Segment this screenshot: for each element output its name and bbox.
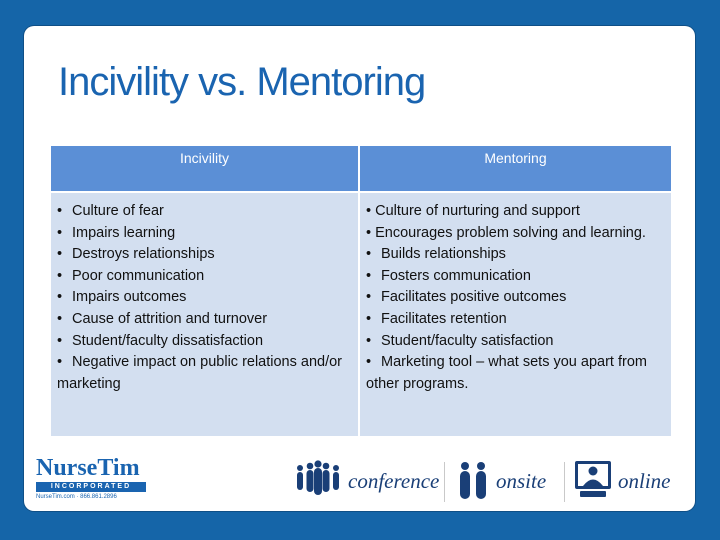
header-mentoring: Mentoring	[359, 146, 671, 192]
list-item: • Student/faculty dissatisfaction	[57, 332, 264, 349]
online-badge	[574, 458, 671, 504]
list-item: • Culture of nurturing and support	[366, 203, 580, 219]
online-label: online	[618, 468, 671, 493]
list-item: • Destroys relationships	[57, 246, 215, 263]
group-people-icon	[294, 459, 342, 503]
list-item: • Builds relationships	[366, 246, 506, 263]
list-item: • Culture of fear	[57, 203, 164, 219]
divider	[564, 462, 565, 502]
nursetim-logo	[36, 456, 146, 500]
computer-user-icon	[574, 459, 612, 503]
list-item: • Poor communication	[57, 267, 205, 284]
logo-name: NurseTim	[36, 455, 140, 481]
list-item: • Negative impact on public relations and/or marketing	[57, 354, 343, 392]
comparison-table	[51, 146, 671, 436]
logo-contact: NurseTim.com · 866.861.2896	[36, 494, 117, 500]
onsite-badge	[456, 458, 546, 504]
list-item: • Facilitates positive outcomes	[366, 289, 567, 306]
onsite-label: onsite	[496, 468, 547, 493]
mentoring-cell	[359, 192, 671, 436]
divider	[444, 462, 445, 502]
list-item: • Student/faculty satisfaction	[366, 332, 554, 349]
incivility-cell	[51, 192, 359, 436]
header-incivility: Incivility	[51, 146, 359, 192]
list-item: • Cause of attrition and turnover	[57, 310, 268, 327]
list-item: • Impairs outcomes	[57, 289, 187, 306]
list-item: • Encourages problem solving and learning.	[366, 224, 646, 241]
list-item: • Marketing tool – what sets you apart from other programs.	[366, 354, 647, 392]
list-item: • Fosters communication	[366, 267, 531, 284]
slide-title: Incivility vs. Mentoring	[58, 60, 426, 104]
conference-badge	[294, 458, 439, 504]
two-people-icon	[456, 459, 490, 503]
logo-incorporated: INCORPORATED	[36, 482, 146, 492]
slide	[24, 26, 695, 511]
conference-label: conference	[348, 468, 440, 493]
list-item: • Facilitates retention	[366, 310, 507, 327]
list-item: • Impairs learning	[57, 224, 176, 241]
